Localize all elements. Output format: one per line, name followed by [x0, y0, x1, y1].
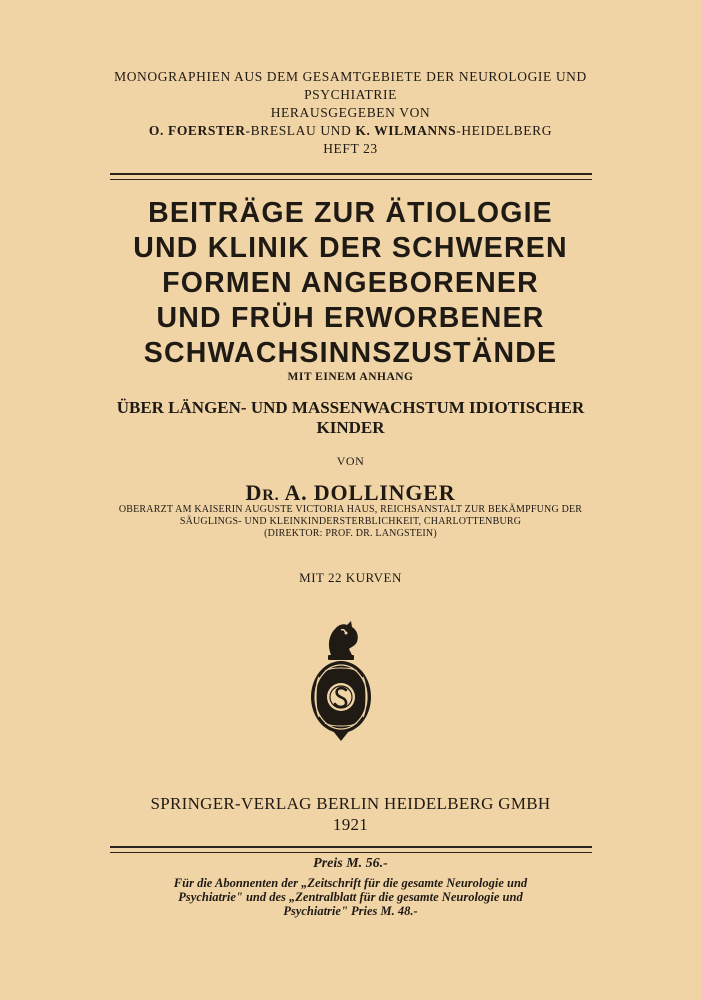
affiliation-line-2: SÄUGLINGS- UND KLEINKINDERSTERBLICHKEIT, CHARLOTTENBURG — [179, 516, 522, 527]
editor-1-name: O. FOERSTER — [148, 123, 246, 138]
editors-line — [0, 122, 701, 140]
series-title-line-2: PSYCHIATRIE — [304, 87, 397, 102]
author-fullname: A. DOLLINGER — [284, 480, 456, 505]
springer-chess-knight-logo-icon — [305, 615, 377, 743]
series-title-line-1: MONOGRAPHIEN AUS DEM GESAMTGEBIETE DER NEUROLOGIE UND — [114, 69, 587, 84]
title-line-1: BEITRÄGE ZUR ÄTIOLOGIE — [148, 197, 553, 229]
editors-intro: HERAUSGEGEBEN VON — [270, 105, 431, 120]
editor-2-place: -HEIDELBERG — [456, 123, 553, 138]
series-header — [0, 68, 701, 158]
appendix-intro: MIT EINEM ANHANG — [287, 371, 414, 383]
publication-year: 1921 — [332, 815, 369, 834]
publisher-name: SPRINGER-VERLAG BERLIN HEIDELBERG GMBH — [150, 794, 551, 813]
top-rule — [110, 173, 592, 180]
bottom-rule — [110, 846, 592, 853]
subscriber-line-3: Psychiatrie" Pries M. 48.- — [283, 904, 418, 918]
affiliation-line-1: OBERARZT AM KAISERIN AUGUSTE VICTORIA HAUS, REICHSANSTALT ZUR BEKÄMPFUNG DER — [118, 504, 583, 515]
title-line-5: SCHWACHSINNSZUSTÄNDE — [143, 337, 558, 369]
publisher-block — [0, 793, 701, 835]
editor-2-name: K. WILMANNS — [355, 123, 457, 138]
title-line-4: UND FRÜH ERWORBENER — [156, 302, 545, 334]
appendix-title — [0, 398, 701, 438]
figures-note: MIT 22 KURVEN — [299, 570, 402, 585]
author-name — [0, 480, 701, 506]
issue-number: HEFT 23 — [323, 141, 378, 156]
price: Preis M. 56.- — [313, 856, 388, 871]
title-line-3: FORMEN ANGEBORENER — [162, 267, 539, 299]
appendix-line-2: KINDER — [316, 418, 385, 437]
author-affiliation — [0, 504, 701, 540]
subscriber-line-2: Psychiatrie" und des „Zentralblatt für die gesamte Neurologie und — [178, 890, 523, 904]
subscriber-line-1: Für die Abonnenten der „Zeitschrift für die gesamte Neurologie und — [173, 876, 528, 890]
appendix-line-1: ÜBER LÄNGEN- UND MASSENWACHSTUM IDIOTISCHER — [116, 398, 585, 417]
author-prefix-d: D — [245, 480, 263, 505]
author-prefix-r: R. — [262, 487, 280, 504]
byline: VON — [336, 454, 365, 468]
book-title — [0, 196, 701, 371]
subscriber-price-note — [0, 876, 701, 918]
editor-1-place: -BRESLAU UND — [245, 123, 352, 138]
affiliation-line-3: (DIREKTOR: PROF. DR. LANGSTEIN) — [264, 528, 437, 539]
title-line-2: UND KLINIK DER SCHWEREN — [133, 232, 568, 264]
